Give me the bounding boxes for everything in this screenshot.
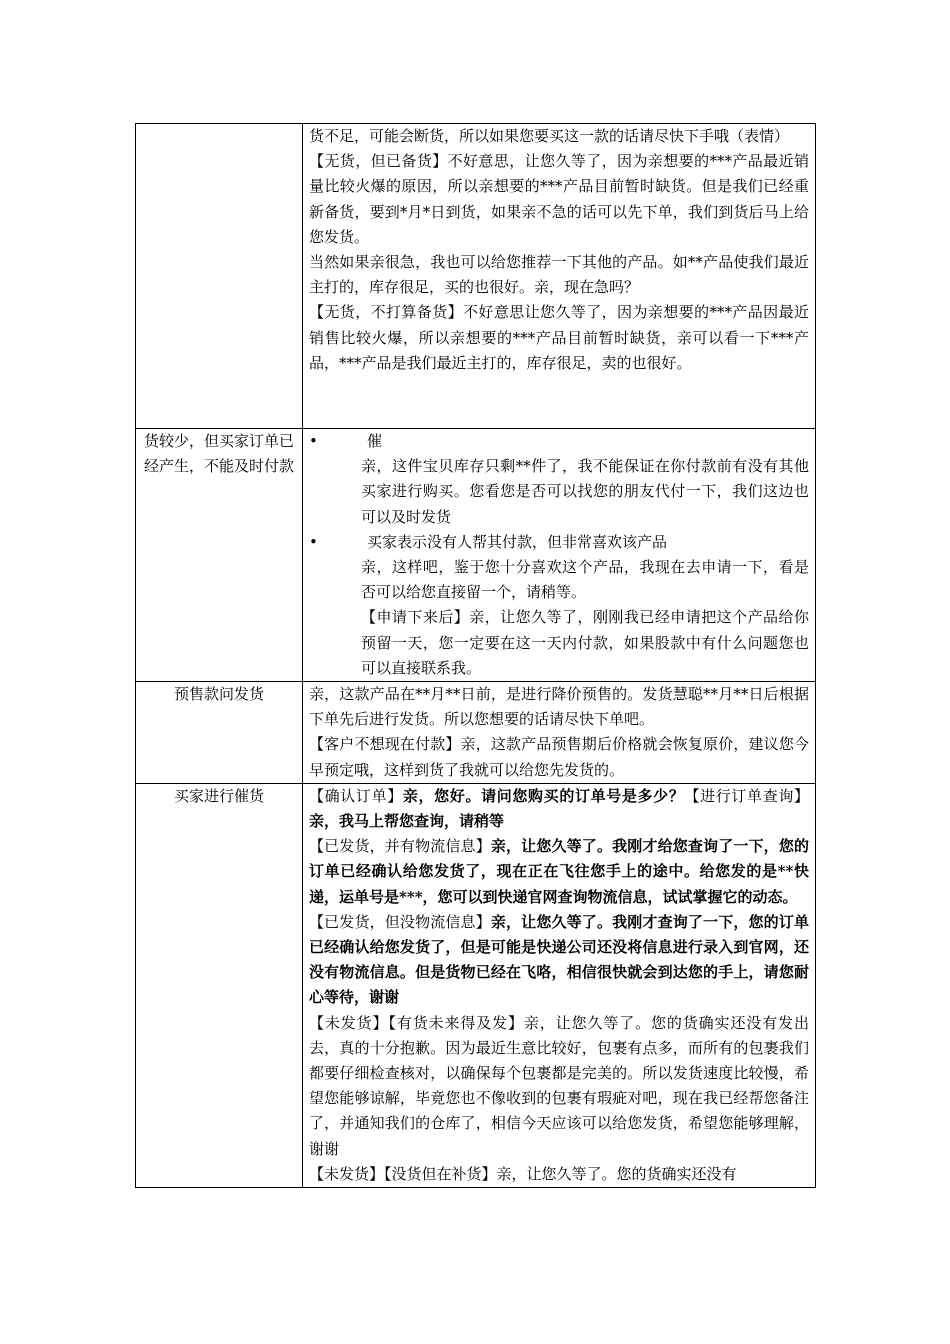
list-item [303,530,809,555]
paragraph: 货不足，可能会断货，所以如果您要买这一款的话请尽快下手哦（表情） [309,127,790,145]
bullet-icon: • [309,432,318,450]
bullet-text: 催 [367,432,383,450]
paragraph: 【申请下来后】亲，让您久等了，刚刚我已经申请把这个产品给你预留一天，您一定要在这一天内付款，如果股款中有什么问题您也可以直接联系我。 [361,608,809,677]
row-content [303,783,816,1187]
paragraph: 【未发货】【有货未来得及发】亲，让您久等了。您的货确实还没有发出去，真的十分抱歉。因为最近生意比较好，包裹有点多，而所有的包裹我们都要仔细检查核对，以确保每个包裹都是完美的。所以发货速度比较慢，希望您能够谅解，毕竟您也不像收到的包裹有瑕疵对吧，现在我已经帮您备注了，并通知我们的仓库了，相信今天应该可以给您发货，希望您能够理解，谢谢 [309,1013,809,1158]
row-label: 预售款问发货 [136,682,303,784]
script-table [135,123,816,1188]
tag: 【确认订单】 [309,786,403,805]
table-row [136,124,816,429]
paragraph [309,834,809,910]
row-content [303,429,816,682]
bold-text: 亲，我马上帮您查询，请稍等 [309,812,505,831]
paragraph: 当然如果亲很急，我也可以给您推荐一下其他的产品。如**产品使我们最近主打的，库存很足，买的也很好。亲，现在急吗？ [309,253,809,297]
row-content [303,124,816,429]
paragraph: 【客户不想现在付款】亲，这款产品预售期后价格就会恢复原价，建议您今早预定哦，这样到货了我就可以给您先发货的。 [309,735,809,779]
table-row [136,682,816,784]
row-label: 货较少，但买家订单已经产生，不能及时付款 [136,429,303,682]
bold-text: 亲，让您久等了。我刚才给您查询了一下，您的订单已经确认给您发货了，现在正在飞往您手上的途中。给您发的是**快递，运单号是***，您可以到快递官网查询物流信息，试试掌握它的动态。 [309,837,809,906]
paragraph [309,784,809,834]
table-row [136,783,816,1187]
tag: 【已发货，并有物流信息】 [309,837,491,856]
paragraph: 【未发货】【没货但在补货】亲，让您久等了。您的货确实还没有 [309,1164,737,1183]
bullet-icon: • [309,532,318,551]
row-content [303,682,816,784]
table-row [136,429,816,682]
paragraph: 【无货，不打算备货】不好意思让您久等了，因为亲想要的***产品因最近销售比较火爆，所以亲想要的***产品目前暂时缺货，亲可以看一下***产品，***产品是我们最近主打的，库存很足，卖的也很好。 [309,303,809,372]
bullet-text: 买家表示没有人帮其付款，但非常喜欢该产品 [367,532,668,551]
row-label: 买家进行催货 [136,783,303,1187]
paragraph: 亲，这款产品在**月**日前，是进行降价预售的。发货慧聪**月**日后根据下单先后进行发货。所以您想要的话请尽快下单吧。 [309,685,809,729]
paragraph: 【无货，但已备货】不好意思，让您久等了，因为亲想要的***产品最近销量比较火爆的原因，所以亲想要的***产品目前暂时缺货。但是我们已经重新备货，要到*月*日到货，如果亲不急的话可以先下单，我们到货后马上给您发货。 [309,152,809,246]
tag: 【已发货，但没物流信息】 [309,912,491,931]
list-item [303,429,809,454]
paragraph [309,910,809,1011]
paragraph: 亲，这样吧，鉴于您十分喜欢这个产品，我现在去申请一下，看是否可以给您直接留一个，请稍等。 [361,558,809,602]
tag: 【进行订单查询】 [684,786,809,805]
bold-text: 亲，让您久等了。我刚才查询了一下，您的订单已经确认给您发货了，但是可能是快递公司还没将信息进行录入到官网，还没有物流信息。但是货物已经在飞咯，相信很快就会到达您的手上，请您耐心等待，谢谢 [309,912,809,1007]
bold-text: 亲，您好。请问您购买的订单号是多少？ [402,786,685,805]
paragraph: 亲，这件宝贝库存只剩**件了，我不能保证在你付款前有没有其他买家进行购买。您看您是否可以找您的朋友代付一下，我们这边也可以及时发货 [361,457,809,526]
row-label [136,124,303,429]
